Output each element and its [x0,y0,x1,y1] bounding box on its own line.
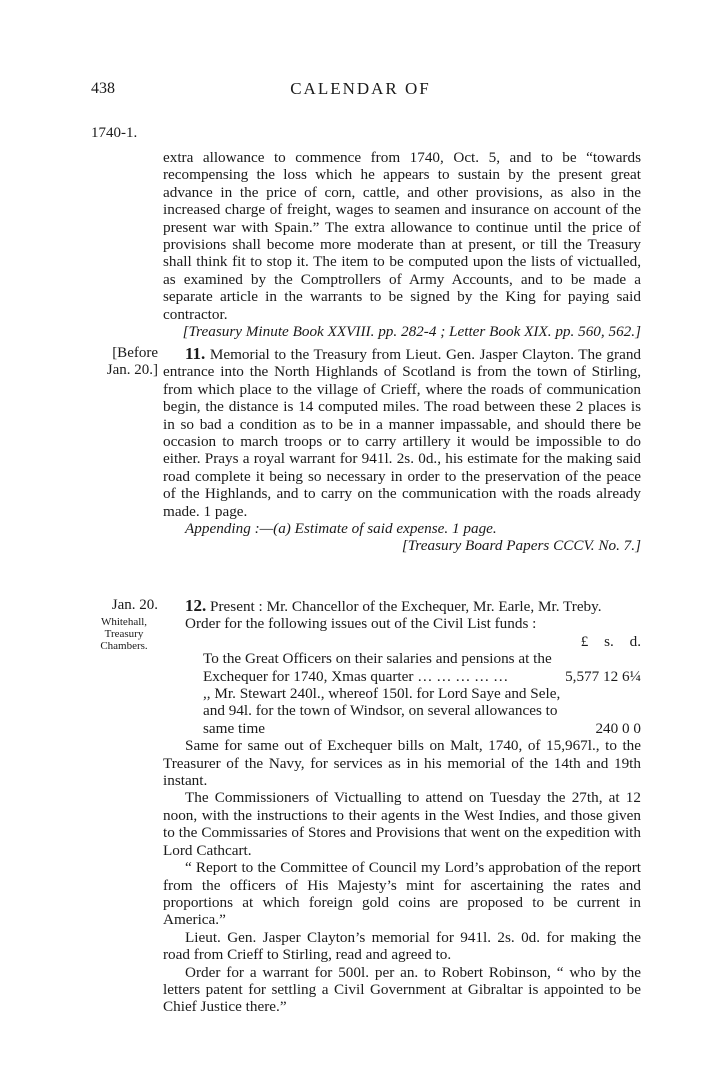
issue-item [203,650,641,685]
continuation-text: extra allowance to commence from 1740, Oct. 5, and to be “towards recompensing the loss which he appears to sustain by the present great advance in the price of corn, cattle, and other provisions, as also in the increased charge of freight, wages to seamen and insurance on account of the present war with Spain.” The extra allowance to continue until the price of provisions shall become more moderate than at present, or till the Treasury shall think fit to stop it. The item to be computed upon the lists of victualled, as examined by the Comptrollers of Army Accounts, and to be made a separate article in the warrants to be signed by the King for paying said contractor. [163,149,641,323]
running-title: CALENDAR OF [290,79,431,98]
margin-year: 1740-1. [91,125,138,141]
issue-item-text: To the Great Officers on their salaries and pensions at the Exchequer for 1740, Xmas quarter … … … … … [203,650,552,685]
issue-item-amount: 5,577 12 6¼ [565,667,641,685]
entry12-paragraph: Lieut. Gen. Jasper Clayton’s memorial for 941l. 2s. 0d. for making the road from Crieff to Stirling, read and agreed to. [163,928,641,964]
continuation-reference: [Treasury Minute Book XXVIII. pp. 282-4 ; Letter Book XIX. pp. 560, 562.] [182,323,641,341]
entry12-number: 12. [185,596,207,615]
entry11-number: 11. [185,344,206,363]
entry12-place-line: Chambers. [100,640,148,652]
issue-item-text: ,, Mr. Stewart 240l., whereof 150l. for Lord Saye and Sele, and 94l. for the town of Windsor, on several allowances to same time [203,685,561,737]
entry12-order: Order for the following issues out of the Civil List funds : [185,615,537,633]
entry11-reference: [Treasury Board Papers CCCV. No. 7.] [401,537,641,555]
entry12-paragraph: Same for same out of Exchequer bills on Malt, 1740, of 15,967l., to the Treasurer of the Navy, for services as in his memorial of the 14th and 19th instant. [163,737,641,790]
entry11-appending: Appending :—(a) Estimate of said expense. 1 page. [185,520,497,538]
entry12-paragraph: Order for a warrant for 500l. per an. to Robert Robinson, “ who by the letters patent for settling a Civil Government at Gibraltar is appointed to be Chief Justice there.” [163,963,641,1016]
continuation-block [163,149,641,340]
issue-item [203,685,641,737]
entry12-place-line: Treasury [104,628,144,640]
entry12-paragraph: The Commissioners of Victualling to attend on Tuesday the 27th, at 12 noon, with the instructions to their agents in the West Indies, and those given to the Commissaries of Stores and Provisions that went on the expedition with Lord Cathcart. [163,789,641,859]
entry12-place-line: Whitehall, [100,616,148,628]
entry11-text: Memorial to the Treasury from Lieut. Gen. Jasper Clayton. The grand entrance into the North Highlands of Scotland is from the town of Stirling, from which place to the village of Crieff, where the roads of communication begin, the distance is 14 computed miles. The road between these 2 places is in so bad a condition as to be in a manner impassable, and should there be occasion to march troops or to carry artillery it would be impossible to do either. Prays a royal warrant for 941l. 2s. 0d., his estimate for the making said road complete it being so necessary in order to the preservation of the peace of the Highlands, and to carry on the communication with the roads already made. 1 page. [163,346,642,520]
entry12-place [90,616,158,652]
entry12-paragraph: “ Report to the Committee of Council my Lord’s approbation of the report from the officers of His Majesty’s mint for ascertaining the rates and proportions at which foreign gold coins are proposed to be current in America.” [163,859,641,929]
entry-11 [163,345,641,555]
currency-header: £ s. d. [580,632,641,650]
entry12-present: Present : Mr. Chancellor of the Exchequer, Mr. Earle, Mr. Treby. [210,598,602,615]
entry-12 [163,597,641,1016]
issue-item-amount: 240 0 0 [595,719,641,737]
entry12-date: Jan. 20. [111,597,158,613]
page-number: 438 [91,80,115,97]
entry11-date: [Before Jan. 20.] [106,345,158,378]
